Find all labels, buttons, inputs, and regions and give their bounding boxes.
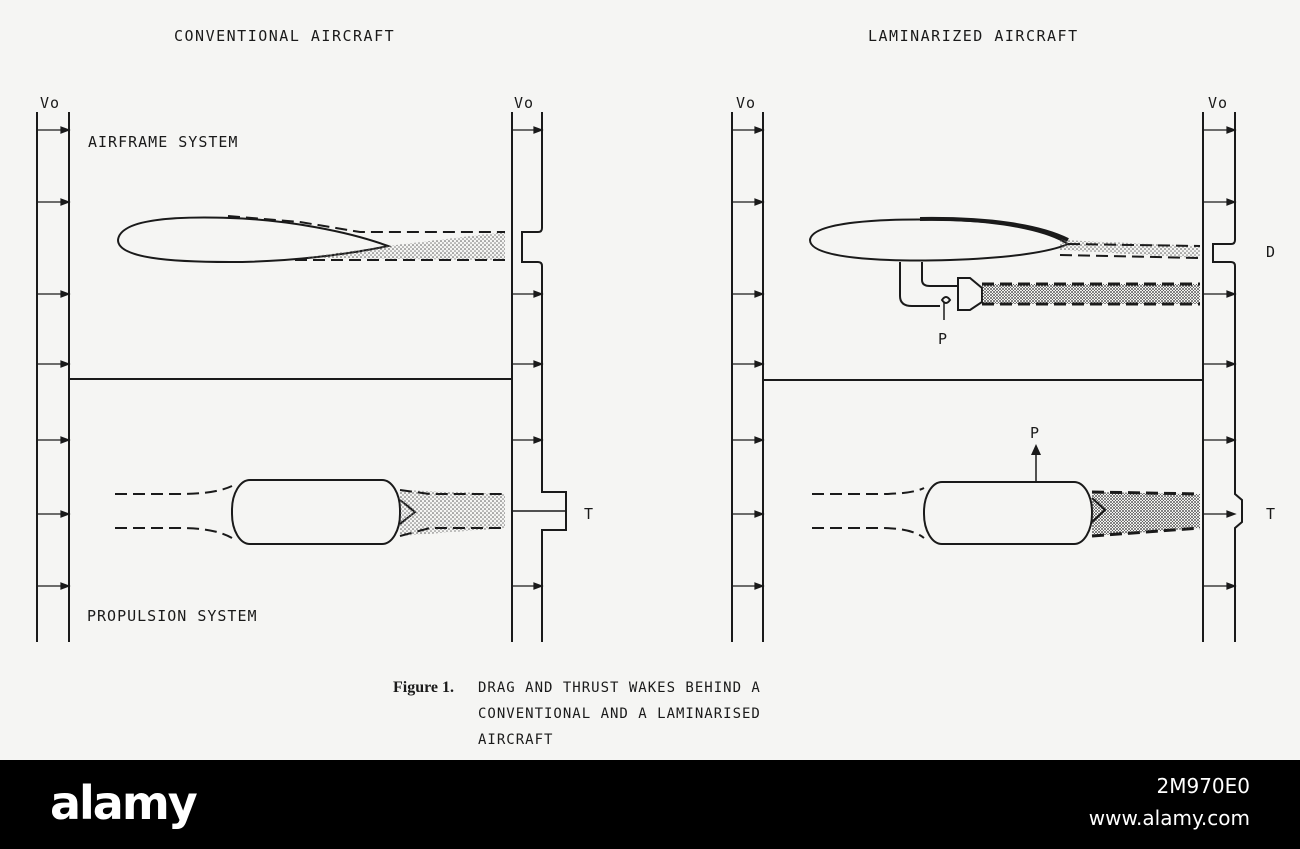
velocity-arrowhead [61,199,69,205]
velocity-arrowhead [755,291,763,297]
velocity-arrowhead [1227,291,1235,297]
right-outlet-plane [1203,112,1242,642]
right-suction-pump [958,278,982,310]
velocity-arrowhead [1227,199,1235,205]
left-inlet-plane [37,112,69,642]
vo-label-right-outlet: Vo [1208,94,1229,112]
right-inlet-plane [732,112,763,642]
left-panel-title: CONVENTIONAL AIRCRAFT [174,27,396,45]
velocity-arrowhead [61,437,69,443]
velocity-arrowhead [61,361,69,367]
left-outlet-plane [512,112,566,642]
velocity-arrowhead [61,291,69,297]
velocity-arrowhead [755,199,763,205]
left-engine-nacelle [232,480,400,544]
velocity-arrowhead [534,583,542,589]
power-label-pump: P [938,330,949,348]
power-label-engine: P [1030,424,1041,442]
caption-line-3: AIRCRAFT [478,732,554,748]
caption-line-2: CONVENTIONAL AND A LAMINARISED [478,706,761,722]
airframe-system-label: AIRFRAME SYSTEM [88,133,239,151]
velocity-arrowhead [755,437,763,443]
alamy-logo: alamy [50,776,196,830]
propulsion-system-label: PROPULSION SYSTEM [87,607,258,625]
velocity-arrowhead [755,361,763,367]
caption-figure-ref: Figure 1. [393,679,455,696]
vo-label-left-inlet: Vo [40,94,61,112]
velocity-arrowhead [1227,511,1235,517]
vo-label-right-inlet: Vo [736,94,757,112]
velocity-arrowhead [534,361,542,367]
thrust-label-right: T [1266,505,1277,523]
velocity-arrowhead [1227,583,1235,589]
velocity-arrowhead [61,127,69,133]
site-url: www.alamy.com [1088,806,1250,830]
velocity-arrowhead [755,511,763,517]
velocity-arrowhead [755,127,763,133]
velocity-arrowhead [61,511,69,517]
velocity-arrows [37,127,1235,589]
caption-line-1: DRAG AND THRUST WAKES BEHIND A [478,680,761,696]
right-panel-title: LAMINARIZED AIRCRAFT [868,27,1079,45]
thrust-label-left: T [584,505,595,523]
velocity-arrowhead [534,291,542,297]
drag-label-right: D [1266,243,1277,261]
velocity-arrowhead [1227,127,1235,133]
velocity-arrowhead [61,583,69,589]
right-engine-nacelle [924,482,1092,544]
velocity-arrowhead [755,583,763,589]
image-id: 2M970E0 [1156,774,1250,798]
velocity-arrowhead [534,127,542,133]
vo-label-left-outlet: Vo [514,94,535,112]
velocity-arrowhead [1227,361,1235,367]
velocity-arrowhead [534,437,542,443]
watermark-footer [0,760,1300,849]
velocity-arrowhead [1227,437,1235,443]
